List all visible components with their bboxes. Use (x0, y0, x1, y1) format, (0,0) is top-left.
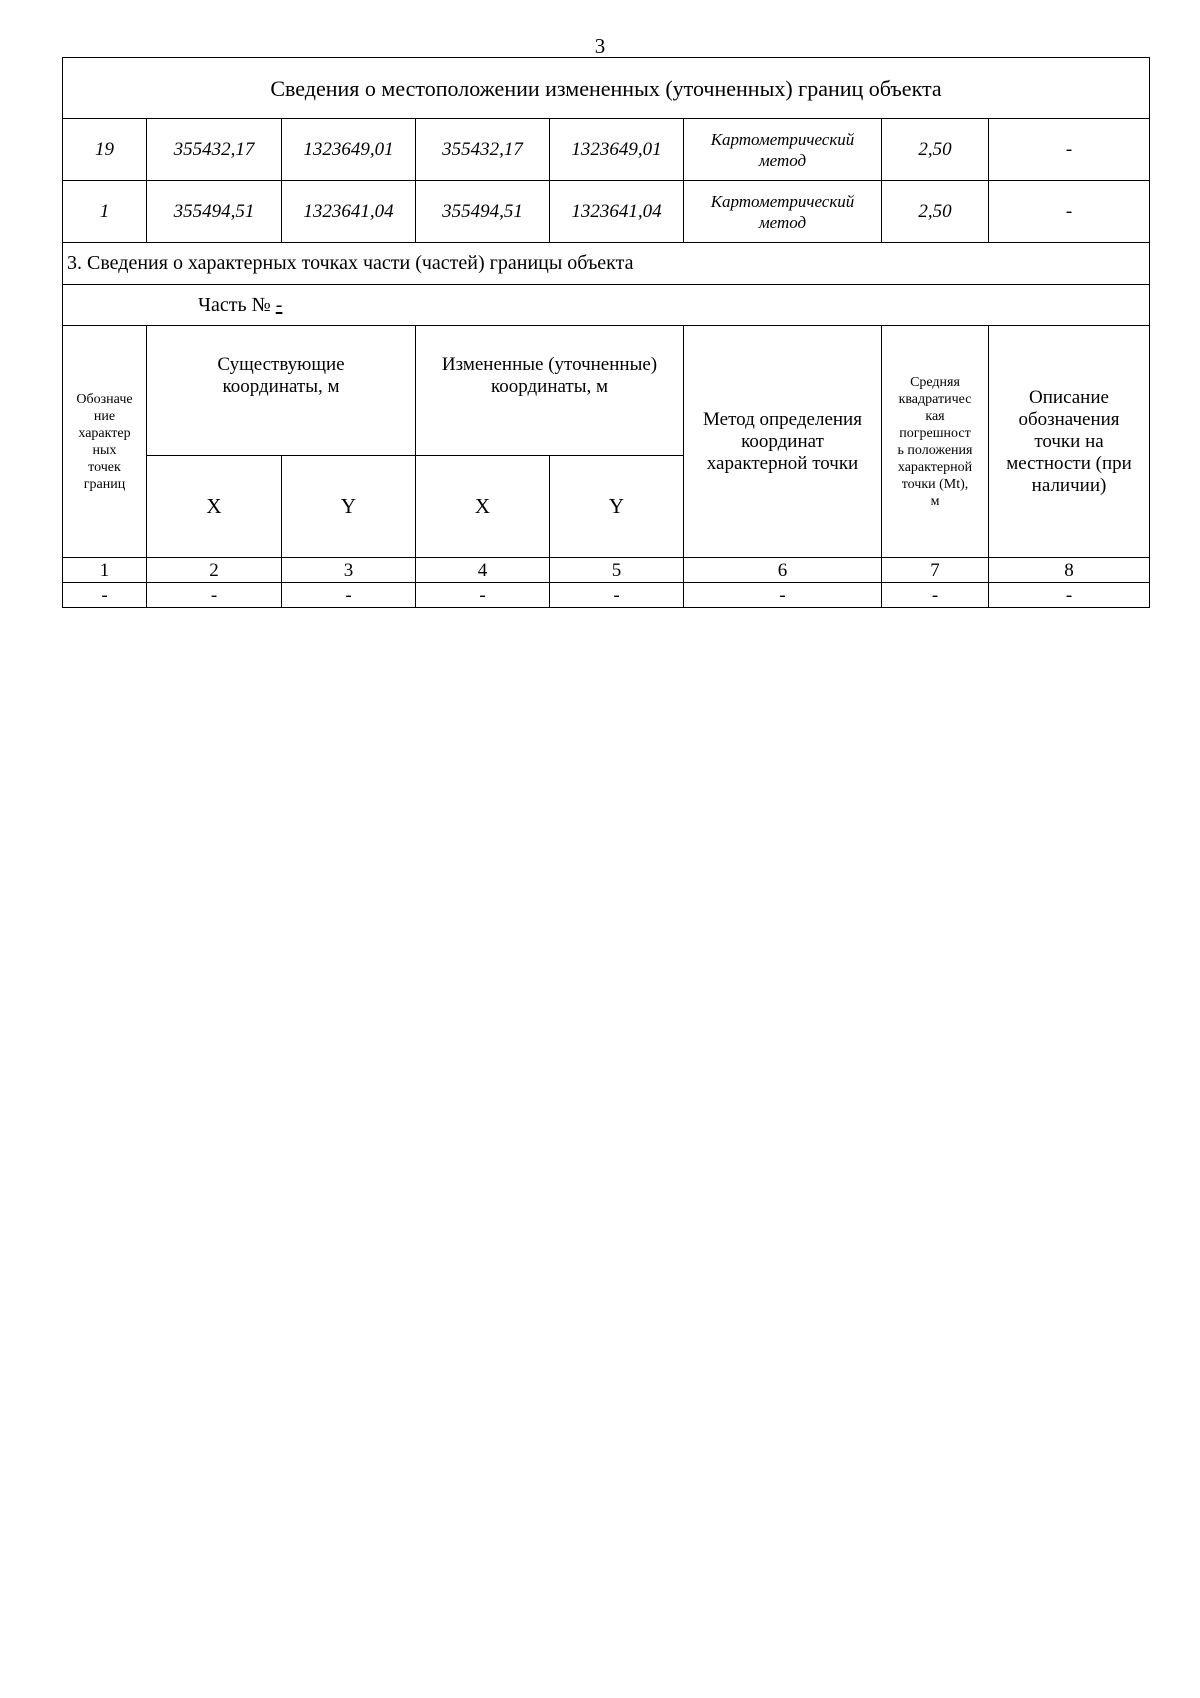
header-line: наличии) (1031, 474, 1107, 496)
header-point-designation (63, 326, 147, 558)
empty-cell: - (550, 583, 684, 608)
boundary-table (62, 57, 1150, 608)
section3-title: 3. Сведения о характерных точках части (частей) границы объекта (63, 243, 1150, 285)
header-line: м (930, 493, 940, 509)
title-row (63, 58, 1150, 119)
empty-cell: - (63, 583, 147, 608)
header-line: местности (при (1006, 452, 1132, 474)
column-number: 7 (882, 558, 989, 583)
description-cell: - (989, 119, 1150, 181)
column-number: 6 (684, 558, 882, 583)
header-line: координат (741, 430, 824, 452)
header-line: Измененные (уточненные) (441, 354, 658, 375)
column-number: 5 (550, 558, 684, 583)
header-line: характер (78, 425, 131, 441)
header-y-changed: Y (550, 456, 684, 558)
part-value: - (275, 293, 283, 316)
empty-cell: - (147, 583, 282, 608)
part-row (63, 285, 1150, 326)
y-old-cell: 1323641,04 (282, 181, 416, 243)
header-existing-coords (147, 326, 416, 456)
header-line: Метод определения (703, 408, 862, 430)
point-cell: 19 (63, 119, 147, 181)
x-old-cell: 355432,17 (147, 119, 282, 181)
table-row (63, 119, 1150, 181)
header-mt (882, 326, 989, 558)
header-line: ь положения (897, 442, 973, 458)
empty-cell: - (416, 583, 550, 608)
header-line: точки на (1034, 430, 1104, 452)
header-changed-coords (416, 326, 684, 456)
header-y-existing: Y (282, 456, 416, 558)
header-method (684, 326, 882, 558)
header-line: точек (88, 459, 121, 475)
method-line: метод (758, 150, 807, 170)
method-line: метод (758, 212, 807, 232)
section3-row (63, 243, 1150, 285)
part-label-wrap (63, 294, 1149, 317)
header-line: ние (93, 408, 116, 424)
column-number: 4 (416, 558, 550, 583)
column-number: 1 (63, 558, 147, 583)
header-line: квадратичес (898, 391, 972, 407)
header-line: Обозначе (76, 391, 133, 407)
y-new-cell: 1323641,04 (550, 181, 684, 243)
method-cell (684, 181, 882, 243)
header-line: ных (92, 442, 117, 458)
header-line: обозначения (1018, 408, 1120, 430)
empty-cell: - (989, 583, 1150, 608)
table-row (63, 181, 1150, 243)
header-description (989, 326, 1150, 558)
header-line: координаты, м (490, 376, 609, 397)
header-line: границ (83, 476, 126, 492)
header-x-existing: X (147, 456, 282, 558)
method-line: Картометрический (710, 129, 855, 149)
x-new-cell: 355494,51 (416, 181, 550, 243)
header-line: Существующие (217, 354, 345, 375)
column-number: 8 (989, 558, 1150, 583)
header-x-changed: X (416, 456, 550, 558)
y-old-cell: 1323649,01 (282, 119, 416, 181)
mt-cell: 2,50 (882, 119, 989, 181)
part-cell (63, 285, 1150, 326)
mt-cell: 2,50 (882, 181, 989, 243)
header-line: характерной точки (706, 452, 859, 474)
y-new-cell: 1323649,01 (550, 119, 684, 181)
header-line: точки (Mt), (901, 476, 969, 492)
column-number: 2 (147, 558, 282, 583)
method-cell (684, 119, 882, 181)
table-row (63, 583, 1150, 608)
header-line: Описание (1029, 386, 1109, 408)
header-line: характерной (897, 459, 973, 475)
header-line: Средняя (910, 374, 960, 390)
empty-cell: - (282, 583, 416, 608)
column-number: 3 (282, 558, 416, 583)
header-line: погрешност (899, 425, 971, 441)
method-line: Картометрический (710, 191, 855, 211)
point-cell: 1 (63, 181, 147, 243)
header-group-row (63, 326, 1150, 456)
page-number: 3 (594, 34, 606, 58)
header-line: кая (925, 408, 945, 424)
column-number-row (63, 558, 1150, 583)
x-old-cell: 355494,51 (147, 181, 282, 243)
header-line: координаты, м (222, 376, 340, 397)
part-label: Часть № (198, 293, 271, 316)
description-cell: - (989, 181, 1150, 243)
x-new-cell: 355432,17 (416, 119, 550, 181)
empty-cell: - (684, 583, 882, 608)
empty-cell: - (882, 583, 989, 608)
table-title: Сведения о местоположении измененных (уточненных) границ объекта (63, 58, 1150, 119)
